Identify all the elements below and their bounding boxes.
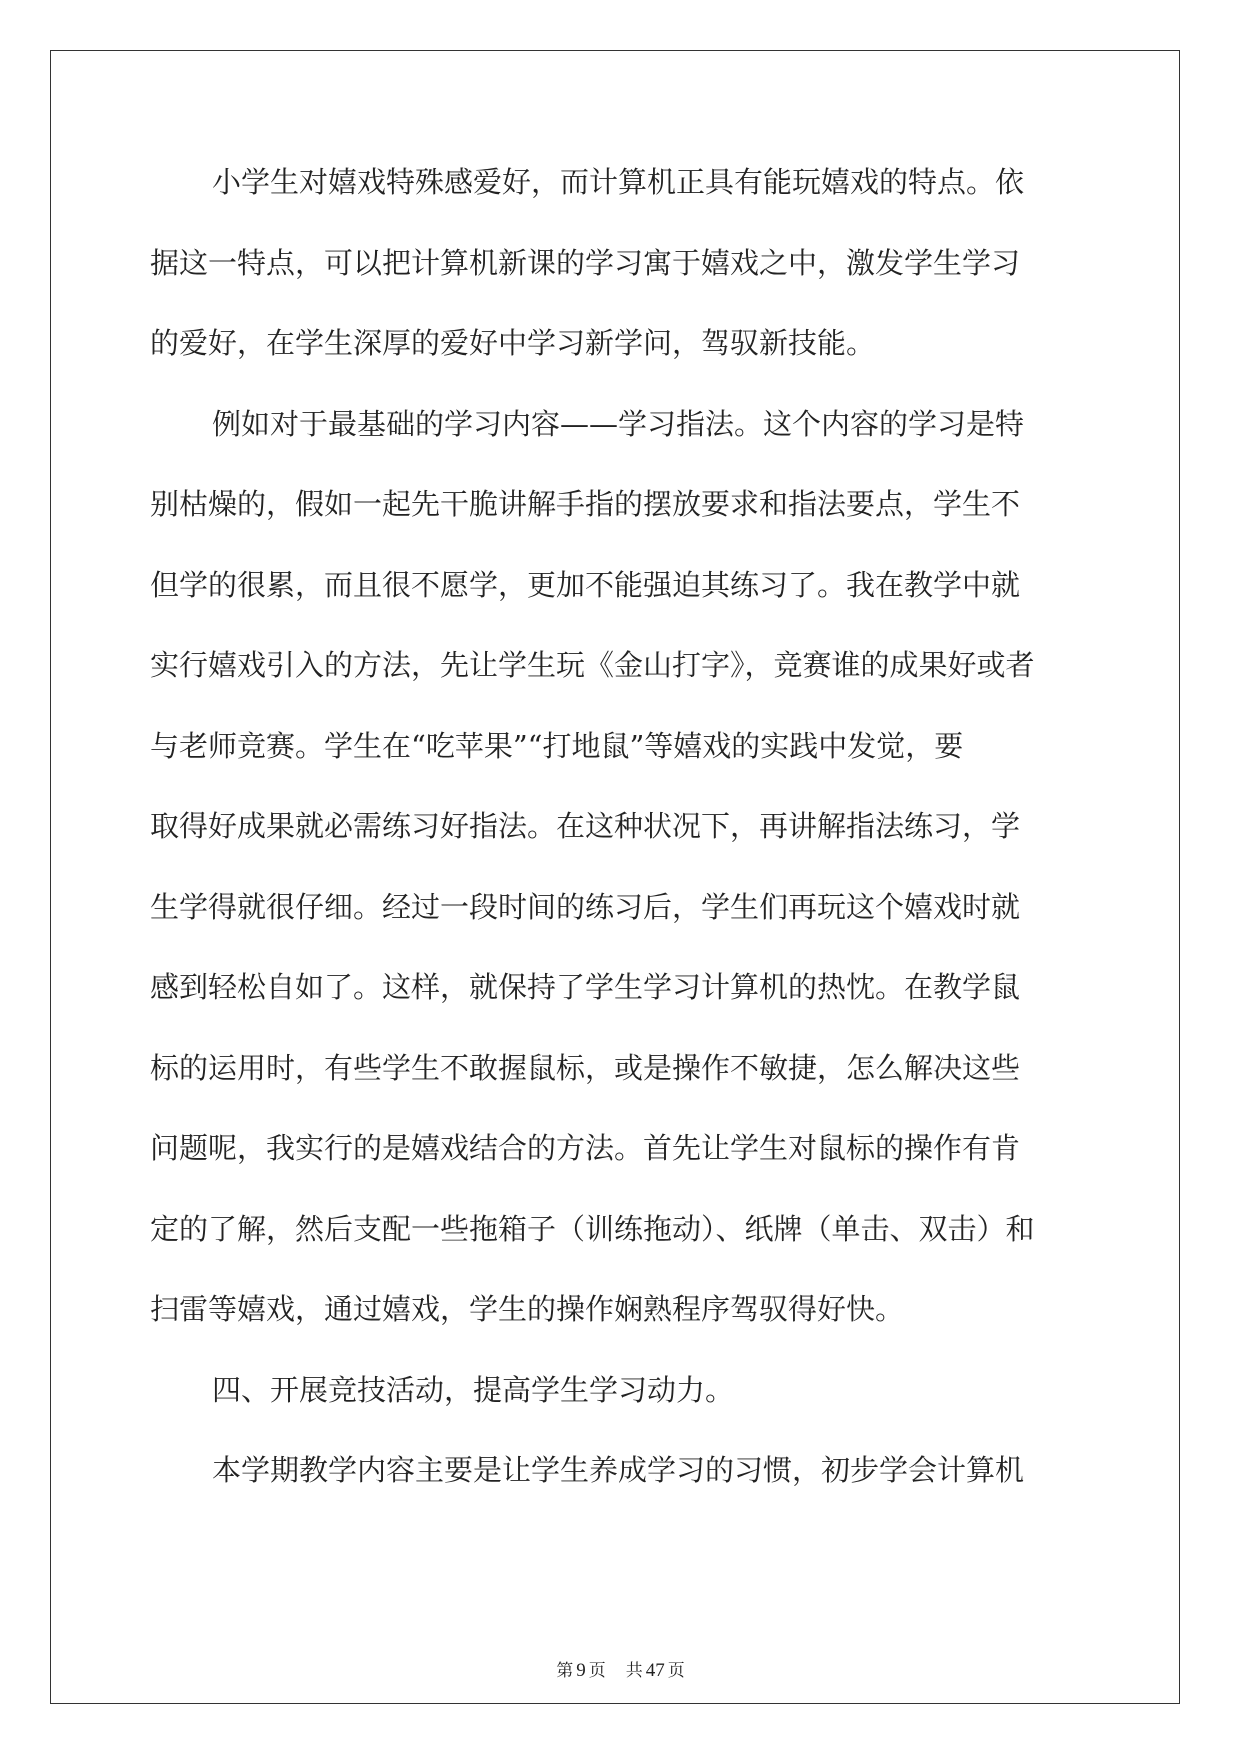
text-line: 实行嬉戏引入的方法，先让学生玩《金山打字》，竞赛谁的成果好或者 bbox=[150, 648, 1035, 682]
text-line: 的爱好，在学生深厚的爱好中学习新学问，驾驭新技能。 bbox=[150, 326, 876, 360]
text-line: 扫雷等嬉戏，通过嬉戏，学生的操作娴熟程序驾驭得好快。 bbox=[150, 1292, 905, 1326]
text-line: 小学生对嬉戏特殊感爱好，而计算机正具有能玩嬉戏的特点。依 bbox=[212, 165, 1025, 199]
text-line: 问题呢，我实行的是嬉戏结合的方法。首先让学生对鼠标的操作有肯 bbox=[150, 1131, 1021, 1165]
page-footer bbox=[0, 1656, 1241, 1682]
total-suffix: 页 bbox=[667, 1661, 685, 1681]
text-line: 据这一特点，可以把计算机新课的学习寓于嬉戏之中，激发学生学习 bbox=[150, 245, 1021, 280]
text-line: 定的了解，然后支配一些拖箱子（训练拖动）、纸牌（单击、双击）和 bbox=[150, 1211, 1035, 1246]
text-line: 标的运用时，有些学生不敢握鼠标，或是操作不敏捷，怎么解决这些 bbox=[150, 1050, 1021, 1085]
section-heading: 四、开展竞技活动，提高学生学习动力。 bbox=[212, 1372, 735, 1407]
total-prefix: 共 bbox=[625, 1661, 643, 1681]
total-pages: 47 bbox=[645, 1660, 665, 1681]
text-line: 生学得就很仔细。经过一段时间的练习后，学生们再玩这个嬉戏时就 bbox=[150, 889, 1021, 924]
text-line: 别枯燥的，假如一起先干脆讲解手指的摆放要求和指法要点，学生不 bbox=[150, 487, 1021, 521]
text-line: 取得好成果就必需练习好指法。在这种状况下，再讲解指法练习，学 bbox=[150, 809, 1021, 843]
text-line: 本学期教学内容主要是让学生养成学习的习惯，初步学会计算机 bbox=[212, 1453, 1025, 1487]
page-prefix: 第 bbox=[556, 1661, 574, 1681]
text-line: 但学的很累，而且很不愿学，更加不能强迫其练习了。我在教学中就 bbox=[150, 567, 1021, 602]
text-line: 感到轻松自如了。这样，就保持了学生学习计算机的热忱。在教学鼠 bbox=[150, 970, 1021, 1004]
text-line: 与老师竞赛。学生在“吃苹果”“打地鼠”等嬉戏的实践中发觉，要 bbox=[150, 728, 964, 763]
page-suffix: 页 bbox=[588, 1661, 606, 1681]
text-line: 例如对于最基础的学习内容——学习指法。这个内容的学习是特 bbox=[212, 406, 1025, 441]
document-body bbox=[150, 160, 1085, 1529]
page-number: 9 bbox=[576, 1660, 586, 1681]
